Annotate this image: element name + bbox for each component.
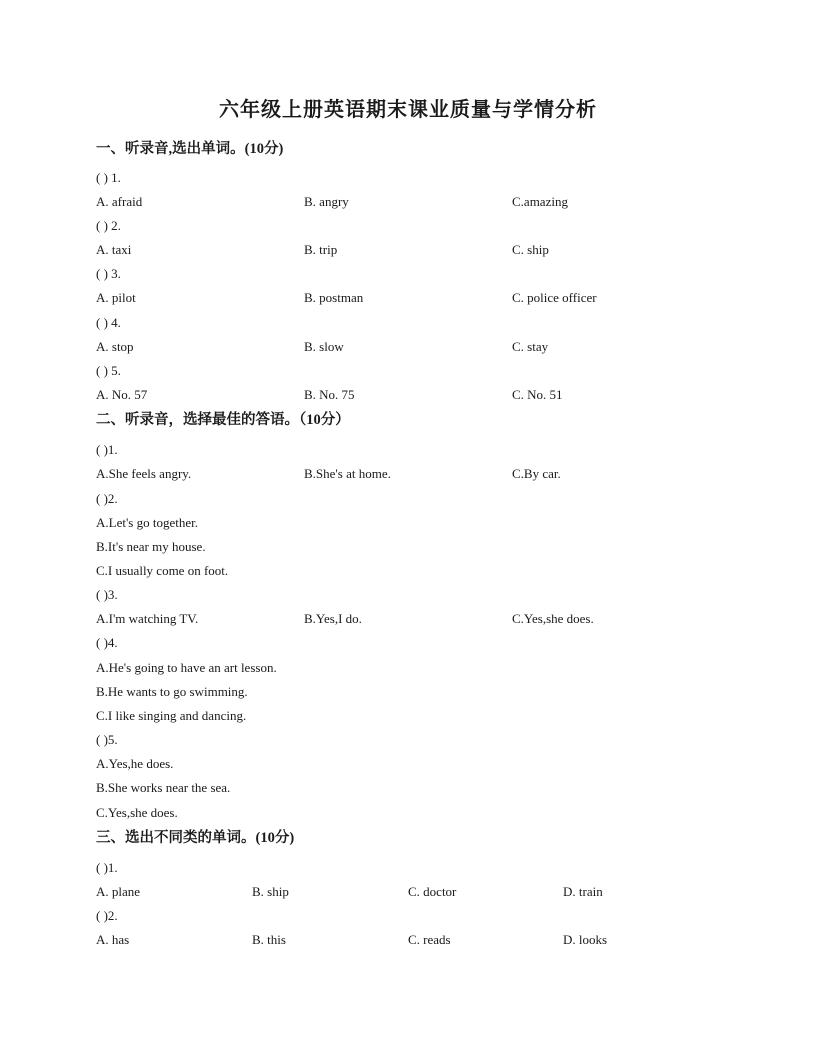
question-number: ( ) 1.	[96, 170, 121, 185]
section-heading-part2: 二、听录音，选择最佳的答语。（10分）	[96, 412, 350, 428]
option-a: A.He's going to have an art lesson.	[96, 660, 277, 675]
option-row	[96, 289, 736, 307]
option-b: B. angry	[304, 194, 349, 209]
question-number: ( )3.	[96, 587, 118, 602]
option-b: B.She works near the sea.	[96, 780, 231, 795]
option-c: C. stay	[512, 339, 549, 354]
option-c: C.I like singing and dancing.	[96, 708, 247, 723]
option-a: A. afraid	[96, 194, 143, 209]
question-number: ( ) 2.	[96, 218, 121, 233]
question-number: ( ) 5.	[96, 363, 121, 378]
question-number: ( )5.	[96, 732, 118, 747]
section-heading-part3: 三、选出不同类的单词。(10分)	[96, 830, 295, 846]
question-number: ( )1.	[96, 860, 118, 875]
option-d: D. looks	[563, 932, 608, 947]
option-row	[96, 883, 736, 901]
option-a: A. plane	[96, 884, 141, 899]
option-row	[96, 465, 736, 483]
option-b: B. trip	[304, 242, 338, 257]
option-a: A. stop	[96, 339, 134, 354]
option-row	[96, 338, 736, 356]
option-b: B. this	[252, 932, 286, 947]
option-b: B. ship	[252, 884, 289, 899]
option-row	[96, 241, 736, 259]
question-number: ( ) 4.	[96, 315, 121, 330]
option-a: A.Let's go together.	[96, 515, 198, 530]
option-b: B.He wants to go swimming.	[96, 684, 248, 699]
question-number: ( )4.	[96, 635, 118, 650]
option-c: C.By car.	[512, 466, 561, 481]
question-number: ( ) 3.	[96, 266, 121, 281]
option-a: A. has	[96, 932, 130, 947]
option-d: D. train	[563, 884, 603, 899]
question-number: ( )2.	[96, 908, 118, 923]
option-b: B.It's near my house.	[96, 539, 206, 554]
option-row	[96, 610, 736, 628]
option-a: A.Yes,he does.	[96, 756, 174, 771]
option-b: B. slow	[304, 339, 344, 354]
option-b: B. No. 75	[304, 387, 355, 402]
option-c: C.I usually come on foot.	[96, 563, 229, 578]
option-b: B.Yes,I do.	[304, 611, 362, 626]
option-b: B.She's at home.	[304, 466, 391, 481]
option-a: A. pilot	[96, 290, 136, 305]
page-title: 六年级上册英语期末课业质量与学情分析	[219, 99, 597, 121]
option-c: C. police officer	[512, 290, 597, 305]
option-row	[96, 193, 736, 211]
option-c: C. ship	[512, 242, 549, 257]
option-a: A. taxi	[96, 242, 132, 257]
option-row	[96, 386, 736, 404]
option-c: C.Yes,she does.	[512, 611, 594, 626]
option-a: A.She feels angry.	[96, 466, 192, 481]
option-c: C. reads	[408, 932, 451, 947]
option-c: C.amazing	[512, 194, 568, 209]
section-heading-part1: 一、听录音,选出单词。(10分)	[96, 141, 284, 157]
option-c: C. No. 51	[512, 387, 563, 402]
option-row	[96, 931, 736, 949]
question-number: ( )1.	[96, 442, 118, 457]
question-number: ( )2.	[96, 491, 118, 506]
option-a: A. No. 57	[96, 387, 148, 402]
option-a: A.I'm watching TV.	[96, 611, 199, 626]
option-c: C. doctor	[408, 884, 457, 899]
option-c: C.Yes,she does.	[96, 805, 178, 820]
option-b: B. postman	[304, 290, 364, 305]
